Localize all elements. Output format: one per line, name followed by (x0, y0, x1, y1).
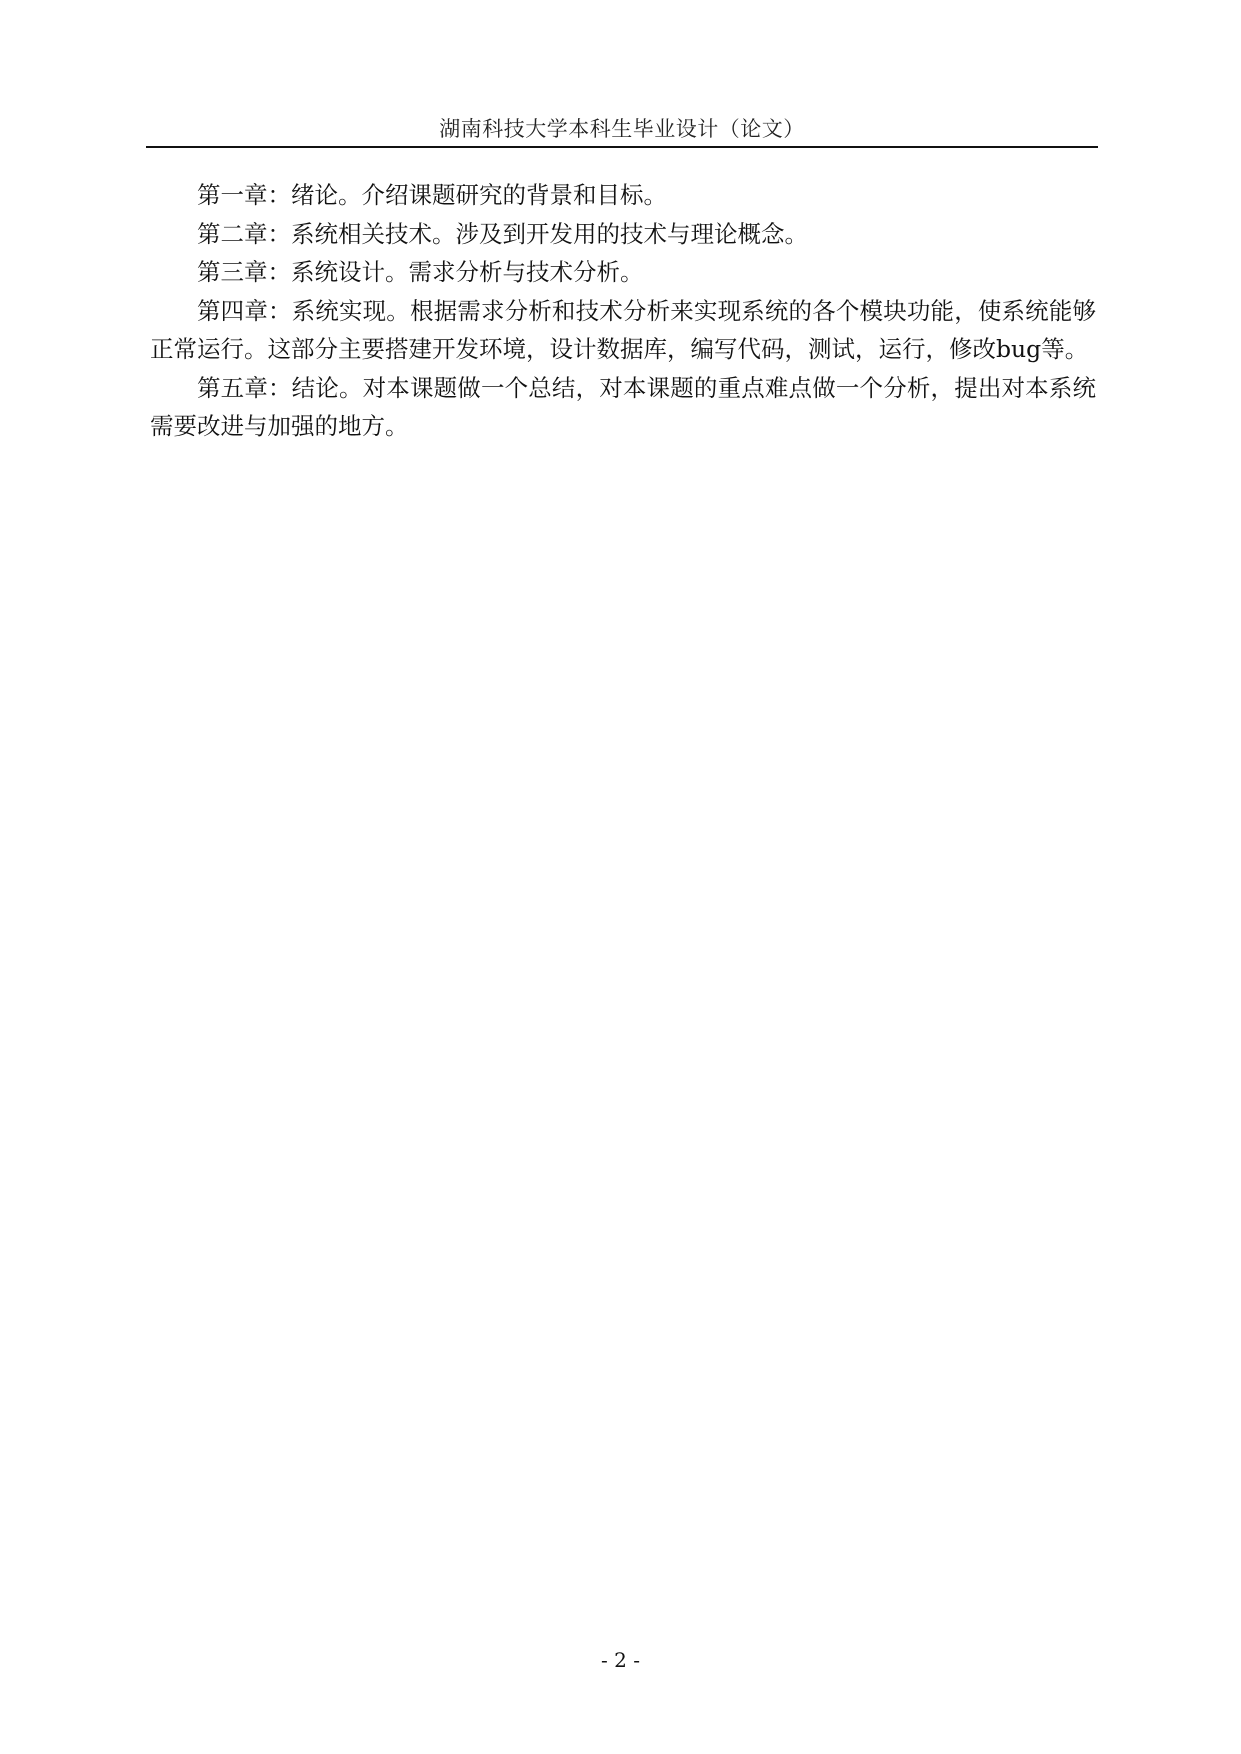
page-number: - 2 - (601, 1648, 640, 1672)
body-text (150, 176, 1096, 446)
paragraph-chapter-1: 第一章：绪论。介绍课题研究的背景和目标。 (197, 181, 667, 209)
header-rule (146, 146, 1098, 148)
paragraph-chapter-3: 第三章：系统设计。需求分析与技术分析。 (197, 258, 644, 286)
paragraph-chapter-4: 第四章：系统实现。根据需求分析和技术分析来实现系统的各个模块功能，使系统能够正常运行。这部分主要搭建开发环境，设计数据库，编写代码，测试，运行，修改bug等。 (150, 296, 1096, 363)
running-header: 湖南科技大学本科生毕业设计（论文） (439, 117, 805, 141)
paragraph-chapter-5: 第五章：结论。对本课题做一个总结，对本课题的重点难点做一个分析，提出对本系统需要改进与加强的地方。 (150, 373, 1096, 440)
paragraph-chapter-2: 第二章：系统相关技术。涉及到开发用的技术与理论概念。 (197, 219, 808, 248)
